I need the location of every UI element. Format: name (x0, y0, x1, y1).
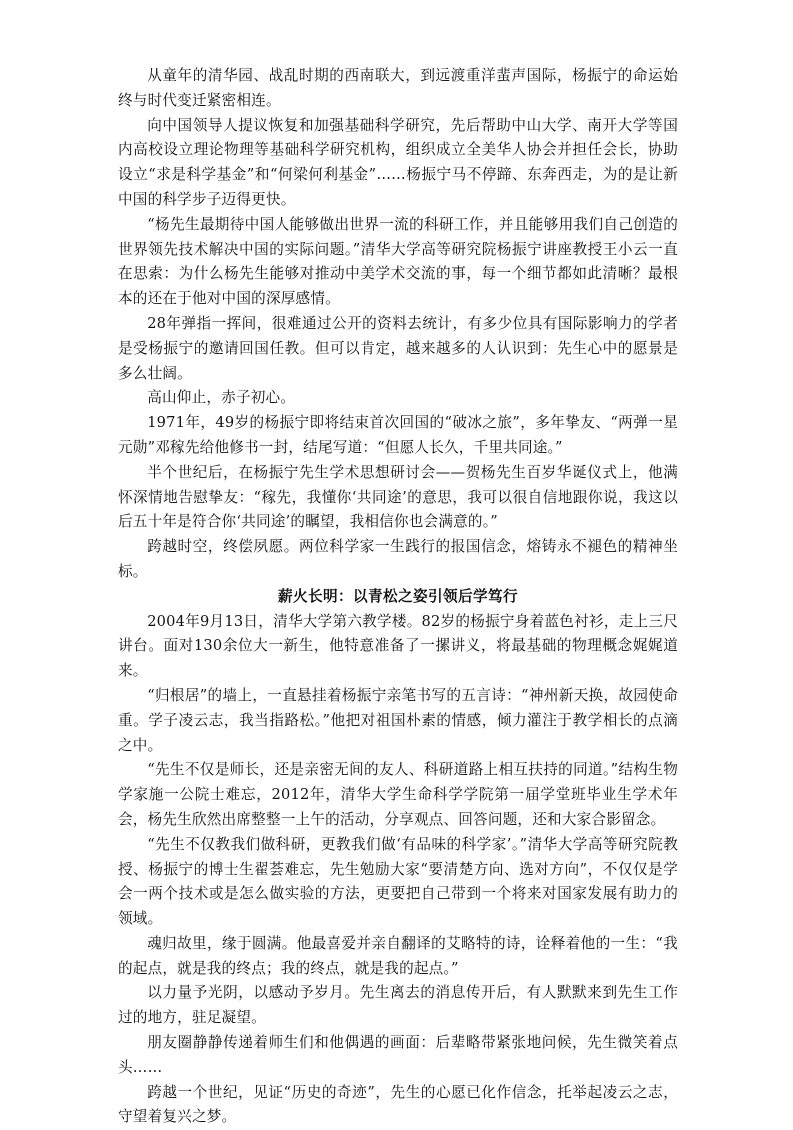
paragraph: 跨越时空，终偿夙愿。两位科学家一生践行的报国信念，熔铸永不褪色的精神坐标。 (118, 538, 678, 580)
paragraph: “归根居”的墙上，一直悬挂着杨振宁亲笔书写的五言诗：“神州新天换，故园使命重。学子凌云志，我当指路松。”他把对祖国朴素的情感，倾力灌注于教学相长的点滴之中。 (118, 686, 678, 754)
paragraph: “杨先生最期待中国人能够做出世界一流的科研工作，并且能够用我们自己创造的世界领先技术解决中国的实际问题。”清华大学高等研究院杨振宁讲座教授王小云一直在思索：为什么杨先生能够对推动中美学术交流的事，每一个细节都如此清晰？最根本的还在于他对中国的深厚感情。 (118, 215, 678, 308)
paragraph: 2004年9月13日，清华大学第六教学楼。82岁的杨振宁身着蓝色衬衫，走上三尺讲台。面对130余位大一新生，他特意准备了一摞讲义，将最基础的物理概念娓娓道来。 (118, 612, 678, 680)
paragraph: 1971年，49岁的杨振宁即将结束首次回国的“破冰之旅”，多年挚友、“两弹一星元勋”邓稼先给他修书一封，结尾写道：“但愿人长久，千里共同途。” (118, 414, 678, 456)
paragraph: 从童年的清华园、战乱时期的西南联大，到远渡重洋蜚声国际，杨振宁的命运始终与时代变迁紧密相连。 (118, 67, 678, 109)
paragraph: 以力量予光阴，以感动予岁月。先生离去的消息传开后，有人默默来到先生工作过的地方，驻足凝望。 (118, 984, 678, 1027)
paragraph: 向中国领导人提议恢复和加强基础科学研究，先后帮助中山大学、南开大学等国内高校设立理论物理等基础科学研究机构，组织成立全美华人协会并担任会长，协助设立“求是科学基金”和“何梁何利基金”……杨振宁马不停蹄、东奔西走，为的是让新中国的科学步子迈得更快。 (118, 116, 678, 208)
paragraph: “先生不仅是师长，还是亲密无间的友人、科研道路上相互扶持的同道。”结构生物学家施一公院士难忘，2012年，清华大学生命科学学院第一届学堂班毕业生学术年会，杨先生欣然出席整整一上午的活动，分享观点、回答问题，还和大家合影留念。 (118, 761, 678, 828)
paragraph: “先生不仅教我们做科研，更教我们做‘有品味的科学家’。”清华大学高等研究院教授、杨振宁的博士生翟荟难忘，先生勉励大家“要清楚方向、选对方向”，不仅仅是学会一两个技术或是怎么做实验的方法，更要把自己带到一个将来对国家发展有助力的领域。 (118, 835, 678, 928)
paragraph: 半个世纪后，在杨振宁先生学术思想研讨会——贺杨先生百岁华诞仪式上，他满怀深情地告慰挚友：“稼先，我懂你‘共同途’的意思，我可以很自信地跟你说，我这以后五十年是符合你‘共同途’的瞩望，我相信你也会满意的。” (118, 463, 678, 531)
paragraph: 高山仰止，赤子初心。 (147, 389, 296, 407)
section-heading: 薪火长明：以青松之姿引领后学笃行 (278, 587, 518, 605)
article-body (118, 64, 678, 1130)
paragraph: 朋友圈静静传递着师生们和他偶遇的画面：后辈略带紧张地问候，先生微笑着点头…… (118, 1034, 678, 1076)
paragraph: 魂归故里，缘于圆满。他最喜爱并亲自翻译的艾略特的诗，诠释着他的一生：“我的起点，就是我的终点；我的终点，就是我的起点。” (118, 934, 678, 977)
paragraph: 跨越一个世纪，见证“历史的奇迹”，先生的心愿已化作信念，托举起凌云之志，守望着复兴之梦。 (118, 1083, 678, 1126)
paragraph: 28年弹指一挥间，很难通过公开的资料去统计，有多少位具有国际影响力的学者是受杨振宁的邀请回国任教。但可以肯定，越来越多的人认识到：先生心中的愿景是多么壮阔。 (118, 314, 678, 382)
